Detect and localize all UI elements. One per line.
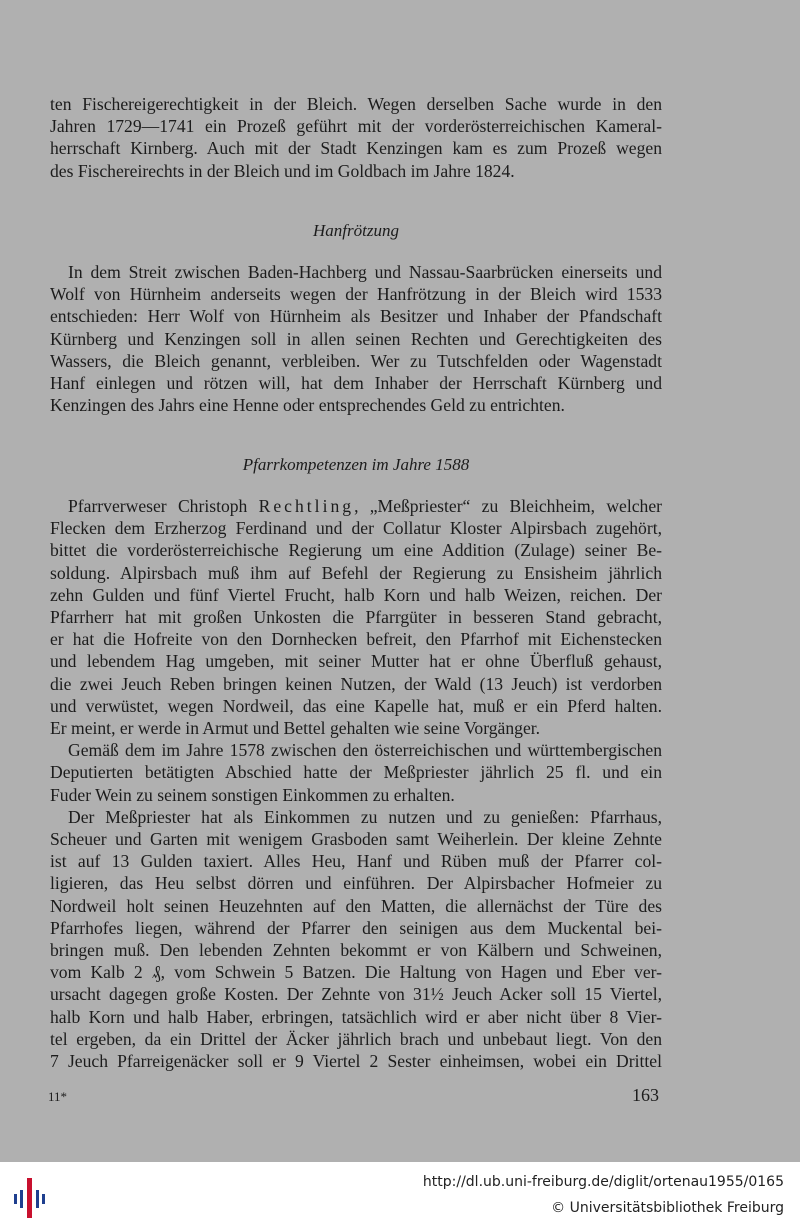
- text-line: 7 Jeuch Pfarreigenäcker soll er 9 Viertel 2 Sester einheimsen, wobei ein Drittel: [50, 1051, 662, 1072]
- page-number: 163: [632, 1085, 659, 1105]
- text-run: , „Meßpriester“ zu Bleichheim, welcher: [354, 496, 662, 516]
- copyright-notice: © Universitätsbibliothek Freiburg: [551, 1200, 784, 1216]
- text-line: Pfarrhofes liegen, während der Pfarrer den seinigen aus dem Muckental bei-: [50, 917, 662, 938]
- text-line: Deputierten betätigten Abschied hatte der Meßpriester jährlich 25 fl. und ein: [50, 762, 662, 783]
- text-line: Gemäß dem im Jahre 1578 zwischen den österreichischen und württembergischen: [68, 740, 662, 761]
- text-line: ist auf 13 Gulden taxiert. Alles Heu, Hanf und Rüben muß der Pfarrer col-: [50, 851, 662, 872]
- text-line: Nordweil holt seinen Heuzehnten auf den Matten, die allernächst der Türe des: [50, 895, 662, 916]
- section-heading-hanfroetzung: Hanfrötzung: [313, 221, 399, 240]
- text-line: bittet die vorderösterreichische Regierung um eine Addition (Zulage) seiner Be-: [50, 540, 662, 561]
- text-line: Hanf einlegen und rötzen will, hat dem Inhaber der Herrschaft Kürnberg und: [50, 373, 662, 394]
- text-run: Pfarrverweser Christoph: [68, 496, 259, 516]
- text-line: Kürnberg und Kenzingen soll in allen seinen Rechten und Gerechtigkeiten des: [50, 328, 662, 349]
- text-line: halb Korn und halb Haber, erbringen, tatsächlich wird er aber nicht über 8 Vier-: [50, 1006, 662, 1027]
- text-line: ten Fischereigerechtigkeit in der Bleich. Wegen derselben Sache wurde in den: [50, 94, 662, 114]
- ub-freiburg-logo-icon: [10, 1174, 50, 1220]
- permalink-url[interactable]: http://dl.ub.uni-freiburg.de/diglit/ortenau1955/0165: [422, 1174, 784, 1190]
- paragraph-pfarrkompetenzen: [50, 495, 662, 1072]
- paragraph-fishing-rights: [50, 93, 662, 182]
- text-line: soldung. Alpirsbach muß ihm auf Befehl der Regierung zu Ensisheim jährlich: [50, 562, 662, 583]
- paragraph-hanfroetzung: [50, 261, 662, 416]
- spaced-name: Rechtling: [258, 496, 355, 516]
- text-line: Scheuer und Garten mit wenigem Grasboden samt Weiherlein. Der kleine Zehnte: [50, 829, 662, 850]
- text-line: Wassers, die Bleich genannt, verbleiben. Wer zu Tutschfelden oder Wagenstadt: [50, 350, 662, 371]
- section-heading-pfarrkompetenzen: Pfarrkompetenzen im Jahre 1588: [242, 455, 470, 474]
- text-line: tel ergeben, da ein Drittel der Äcker jährlich brach und unbebaut liegt. Von den: [50, 1028, 662, 1049]
- text-line: des Fischereirechts in der Bleich und im Goldbach im Jahre 1824.: [50, 160, 515, 181]
- signature-mark: 11*: [48, 1089, 68, 1104]
- footer-bar: [0, 1162, 800, 1226]
- text-line: [50, 495, 662, 517]
- text-line: Pfarrherr hat mit großen Unkosten die Pfarrgüter in besseren Stand gebracht,: [50, 607, 662, 628]
- text-line: er hat die Hofreite von den Dornhecken befreit, den Pfarrhof mit Eichenstecken: [50, 629, 662, 650]
- text-line: Wolf von Hürnheim anderseits wegen der Hanfrötzung in der Bleich wird 1533: [50, 284, 662, 305]
- text-line: ursacht dagegen große Kosten. Der Zehnte von 31½ Jeuch Acker soll 15 Viertel,: [50, 984, 662, 1005]
- text-line: In dem Streit zwischen Baden-Hachberg und Nassau-Saarbrücken einerseits und: [68, 262, 662, 282]
- text-line: Flecken dem Erzherzog Ferdinand und der Collatur Kloster Alpirsbach zugehört,: [50, 518, 662, 539]
- text-line: zehn Gulden und fünf Viertel Frucht, halb Korn und halb Weizen, reichen. Der: [50, 584, 662, 605]
- text-line: Er meint, er werde in Armut und Bettel gehalten wie seine Vorgänger.: [50, 718, 541, 739]
- text-line: herrschaft Kirnberg. Auch mit der Stadt Kenzingen kam es zum Prozeß wegen: [50, 138, 662, 159]
- text-line: Kenzingen des Jahrs eine Henne oder entsprechendes Geld zu entrichten.: [50, 395, 565, 416]
- text-line: und lebendem Hag umgeben, mit seiner Mutter hat er ohne Überfluß gehaust,: [50, 651, 662, 672]
- text-line: und verwüstet, wegen Nordweil, das eine Kapelle hat, muß er ein Pferd halten.: [50, 695, 662, 716]
- text-line: vom Kalb 2 ₰, vom Schwein 5 Batzen. Die Haltung von Hagen und Eber ver-: [50, 962, 662, 983]
- text-line: Der Meßpriester hat als Einkommen zu nutzen und zu genießen: Pfarrhaus,: [68, 806, 662, 827]
- text-line: Jahren 1729—1741 ein Prozeß geführt mit der vorderösterreichischen Kameral-: [50, 116, 662, 137]
- text-line: die zwei Jeuch Reben bringen keinen Nutzen, der Wald (13 Jeuch) ist verdorben: [50, 673, 662, 694]
- text-line: ligieren, das Heu selbst dörren und einführen. Der Alpirsbacher Hofmeier zu: [50, 873, 662, 894]
- text-line: bringen muß. Den lebenden Zehnten bekommt er von Kälbern und Schweinen,: [50, 940, 662, 961]
- text-line: Fuder Wein zu seinem sonstigen Einkommen zu erhalten.: [50, 784, 455, 805]
- text-line: entschieden: Herr Wolf von Hürnheim als Besitzer und Inhaber der Pfandschaft: [50, 306, 662, 327]
